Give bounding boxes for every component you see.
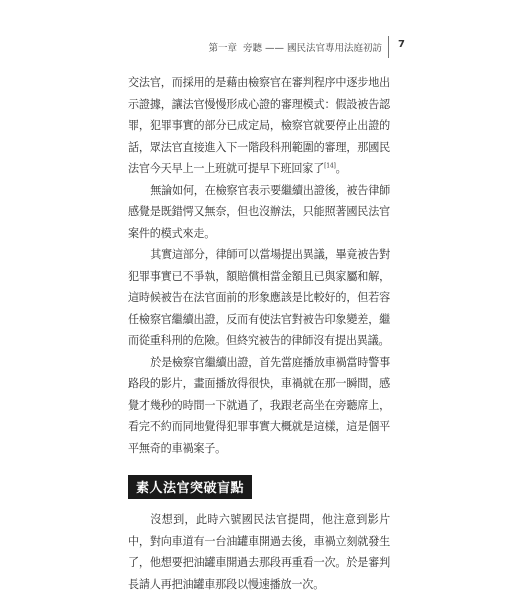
- paragraph: [128, 72, 390, 180]
- paragraph: 於是檢察官繼續出證，首先當庭播放車禍當時警事路段的影片，畫面播放得很快，車禍就在那一瞬間，感覺才幾秒的時間一下就過了，我跟老高坐在旁聽席上，看完不約而同地覺得犯罪事實大概就是這樣，這是個平平無奇的車禍案子。: [128, 355, 390, 455]
- running-head: [202, 40, 382, 54]
- chapter-title: 旁聽 —— 國民法官專用法庭初訪: [242, 43, 382, 54]
- chapter-label: 第一章: [208, 43, 237, 54]
- paragraph-tail: 。: [335, 162, 347, 175]
- paragraph-text: 交法官，而採用的是藉由檢察官在審判程序中逐步地出示證據，讓法官慢慢形成心證的審理模式：假設被告認罪，犯罪事實的部分已成定局，檢察官就要停止出證的話，眾法官直接進入下一階段科刑範圍的審理，那國民法官今天早上一上班就可提早下班回家了: [128, 76, 390, 175]
- header-divider: [388, 36, 389, 58]
- page-body: [128, 72, 390, 595]
- page-number: 7: [398, 39, 405, 50]
- page-header: [0, 38, 520, 58]
- paragraph: 無論如何，在檢察官表示要繼續出證後，被告律師感覺是既錯愕又無奈，但也沒辦法，只能照著國民法官案件的模式來走。: [128, 183, 390, 240]
- paragraph: 沒想到，此時六號國民法官提問，他注意到影片中，對向車道有一台油罐車開過去後，車禍立刻就發生了，他想要把油罐車開過去那段再重看一次。於是審判長請人再把油罐車那段以慢速播放一次。: [128, 513, 390, 591]
- footnote-ref: [14]: [324, 162, 336, 170]
- section-heading: 素人法官突破盲點: [128, 475, 252, 499]
- paragraph: 其實這部分，律師可以當場提出異議，畢竟被告對犯罪事實已不爭執，額賠償相當金額且已與家屬和解，這時候被告在法官面前的形象應該是比較好的，但若容任檢察官繼續出證，反而有使法官對被告印象變差，繼而從重科刑的危險。但終究被告的律師沒有提出異議。: [128, 248, 390, 347]
